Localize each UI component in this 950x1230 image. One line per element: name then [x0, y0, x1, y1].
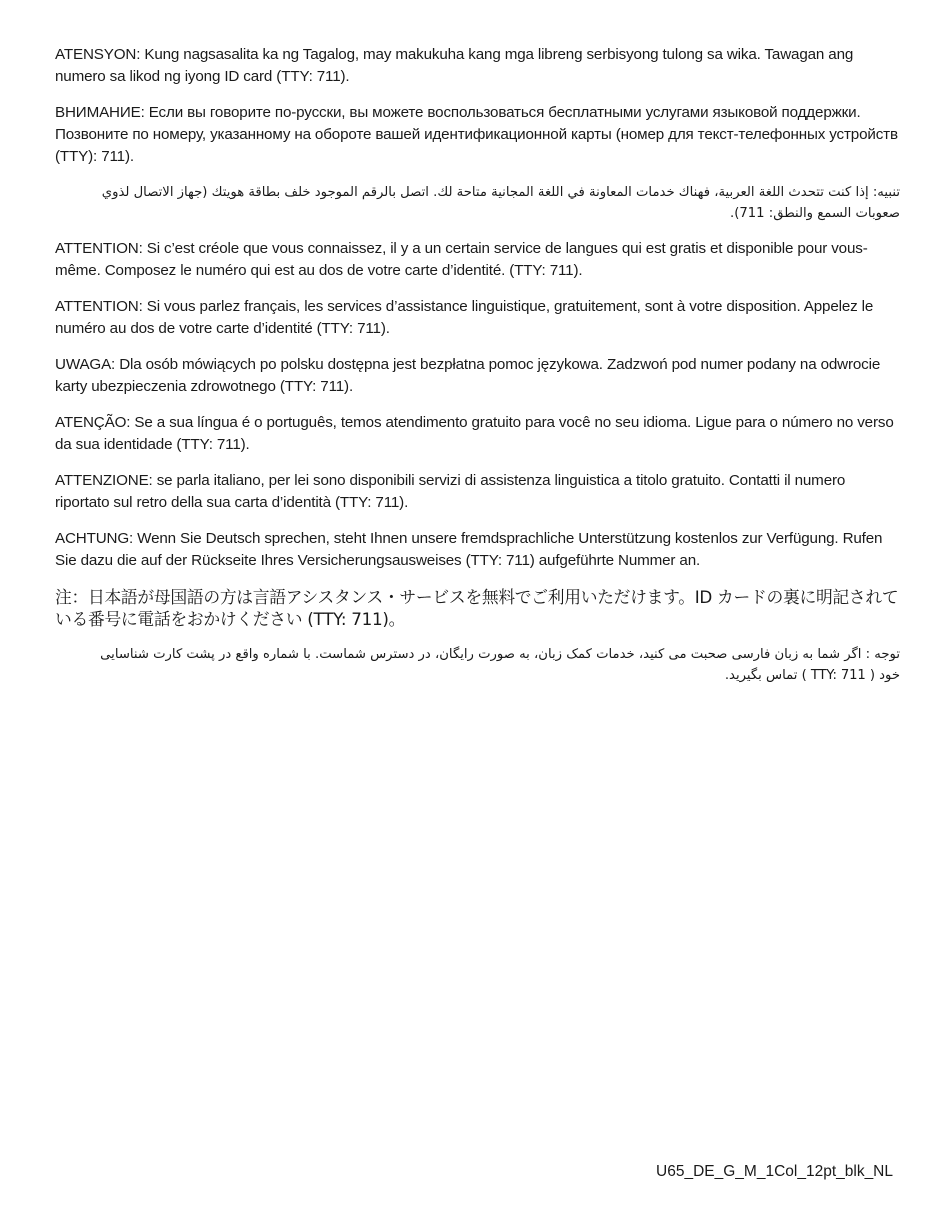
notice-polish: UWAGA: Dla osób mówiących po polsku dostępna jest bezpłatna pomoc językowa. Zadzwoń pod numer podany na odwrocie karty ubezpieczenia zdrowotnego (TTY: 711).	[55, 356, 881, 395]
notice-portuguese: ATENÇÃO: Se a sua língua é o português, temos atendimento gratuito para você no seu idioma. Ligue para o número no verso da sua identidade (TTY: 711).	[55, 414, 894, 453]
notice-italian: ATTENZIONE: se parla italiano, per lei sono disponibili servizi di assistenza linguistica a titolo gratuito. Contatti il numero riportato sul retro della sua carta d’identità (TTY: 711).	[55, 472, 846, 511]
notice-japanese: 注：日本語が母国語の方は言語アシスタンス・サービスを無料でご利用いただけます。ID カードの裏に明記されている番号に電話をおかけください (TTY: 711)。	[55, 587, 899, 629]
notice-tagalog: ATENSYON: Kung nagsasalita ka ng Tagalog, may makukuha kang mga libreng serbisyong tulong sa wika. Tawagan ang numero sa likod ng iyong ID card (TTY: 711).	[55, 46, 854, 85]
language-assistance-notices	[55, 44, 900, 700]
notice-russian: ВНИМАНИЕ: Если вы говорите по-русски, вы можете воспользоваться бесплатными услугами языковой поддержки. Позвоните по номеру, указанному на обороте вашей идентификационной карты (номер для текст-телефонных устройств (TTY): 711).	[55, 104, 898, 165]
notice-german: ACHTUNG: Wenn Sie Deutsch sprechen, steht Ihnen unsere fremdsprachliche Unterstützung kostenlos zur Verfügung. Rufen Sie dazu die auf der Rückseite Ihres Versicherungsausweises (TTY: 711) aufgeführte Nummer an.	[55, 530, 883, 569]
notice-farsi: توجه : اگر شما به زبان فارسی صحبت می کنید، خدمات کمک زبان، به صورت رایگان، در دسترس شماست. با شماره واقع در پشت کارت شناسایی خود ( TTY: 711 ) تماس بگیرید.	[100, 647, 900, 683]
notice-haitian-creole: ATTENTION: Si c’est créole que vous connaissez, il y a un certain service de langues qui est gratis et disponible pour vous-même. Composez le numéro qui est au dos de votre carte d’identité. (TTY: 711).	[55, 240, 868, 279]
notice-french: ATTENTION: Si vous parlez français, les services d’assistance linguistique, gratuitement, sont à votre disposition. Appelez le numéro au dos de votre carte d’identité (TTY: 711).	[55, 298, 874, 337]
document-code: U65_DE_G_M_1Col_12pt_blk_NL	[656, 1163, 893, 1180]
notice-arabic: تنبيه: إذا كنت تتحدث اللغة العربية، فهناك خدمات المعاونة في اللغة المجانية متاحة لك. اتصل بالرقم الموجود خلف بطاقة هويتك (جهاز الاتصال لذوي صعوبات السمع والنطق: 711).	[101, 185, 900, 221]
